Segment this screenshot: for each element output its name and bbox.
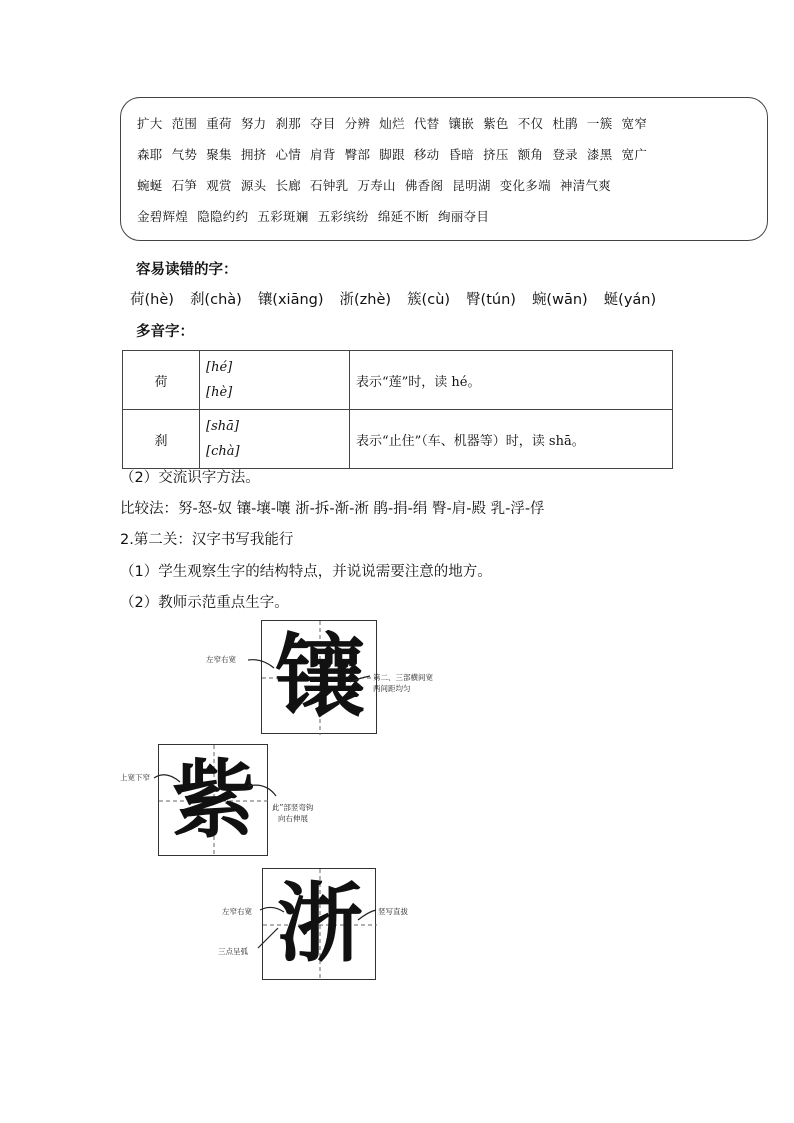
misread-heading: 容易读错的字： [136, 262, 238, 278]
vocab-word: 心情 [275, 147, 302, 162]
demo-char-xiang [200, 618, 460, 736]
vocab-word: 范围 [171, 116, 198, 131]
vocab-word: 移动 [413, 147, 440, 162]
table-row [123, 351, 673, 410]
vocab-word: 蜿蜒 [137, 178, 163, 193]
vocab-word: 万寿山 [357, 178, 396, 193]
vocab-word: 重荷 [206, 116, 232, 131]
note-left: 左窄右宽 [222, 907, 252, 916]
vocab-word: 石笋 [171, 178, 198, 193]
misread-char: 簇(cù) [407, 292, 451, 308]
vocab-word: 灿烂 [379, 116, 405, 131]
vocab-word: 杜鹃 [552, 116, 578, 131]
para-observe: （1）学生观察生字的结构特点，并说说需要注意的地方。 [120, 564, 492, 580]
vocab-word: 昆明湖 [452, 178, 491, 193]
polyphone-readings [200, 351, 350, 410]
para-exchange-method: （2）交流识字方法。 [120, 470, 260, 486]
vocab-word: 挤压 [483, 147, 509, 162]
reading: [chà] [206, 444, 240, 459]
table-row [123, 410, 673, 469]
vocab-word: 代替 [413, 116, 440, 131]
vocab-word: 佛香阁 [404, 178, 444, 193]
vocab-word: 不仅 [517, 116, 544, 131]
vocab-word: 绚丽夺目 [438, 209, 490, 224]
misread-char: 蜒(yán) [603, 292, 657, 308]
misread-char: 荷(hè) [130, 292, 174, 308]
polyphone-table [122, 350, 673, 469]
annotation-arrows [218, 866, 458, 982]
vocab-line-3 [137, 170, 751, 201]
vocab-word: 金碧辉煌 [137, 209, 189, 224]
demo-character: 紫 [171, 750, 256, 849]
note-right: 向右伸展 [278, 814, 308, 823]
para-level-two: 2.第二关：汉字书写我能行 [120, 532, 294, 548]
vocab-word: 分辨 [344, 116, 371, 131]
vocab-word: 夺目 [310, 116, 336, 131]
para-teacher-demo: （2）教师示范重点生字。 [120, 595, 289, 611]
vocabulary-box [120, 97, 768, 241]
vocab-word: 石钟乳 [310, 178, 349, 193]
annotation-arrows [200, 618, 460, 736]
vocab-word: 肩背 [310, 147, 336, 162]
vocab-word: 臀部 [344, 147, 371, 162]
vocab-word: 聚集 [206, 147, 232, 162]
polyphone-char: 刹 [123, 410, 200, 469]
misread-char: 臀(tún) [466, 292, 516, 308]
misread-char: 镶(xiāng) [257, 292, 324, 308]
vocab-word: 扩大 [137, 116, 163, 131]
vocab-word: 努力 [240, 116, 267, 131]
reading: [hè] [206, 385, 233, 400]
vocab-word: 变化多端 [499, 178, 551, 193]
note-right: 第二、三部横间宽 [373, 673, 433, 682]
polyphone-desc: 表示“莲”时，读 hé。 [350, 351, 673, 410]
misread-char-row [130, 288, 672, 309]
vocab-line-1 [137, 108, 751, 139]
misread-char: 蜿(wān) [531, 292, 588, 308]
vocab-line-2 [137, 139, 751, 170]
vocab-word: 拥挤 [240, 147, 267, 162]
polyphone-desc: 表示“止住”（车、机器等）时，读 shā。 [350, 410, 673, 469]
demo-character: 镶 [275, 624, 365, 730]
vocab-word: 宽窄 [621, 116, 648, 131]
misread-char: 浙(zhè) [339, 292, 392, 308]
vocab-word: 长廊 [275, 178, 302, 193]
note-left: 三点呈弧 [218, 947, 248, 956]
reading: [hé] [206, 360, 233, 375]
vocab-word: 脚跟 [379, 147, 405, 162]
annotation-arrows [118, 742, 338, 860]
polyphone-heading: 多音字： [136, 324, 194, 340]
polyphone-char: 荷 [123, 351, 200, 410]
vocab-word: 源头 [240, 178, 267, 193]
vocab-word: 镶嵌 [448, 116, 475, 131]
note-left: 上宽下窄 [120, 773, 150, 782]
vocab-word: 绵延不断 [377, 209, 430, 224]
vocab-word: 隐隐约约 [197, 209, 249, 224]
vocab-word: 昏暗 [448, 147, 475, 162]
note-right: 两间距均匀 [373, 684, 411, 693]
vocab-word: 额角 [517, 147, 544, 162]
demo-char-zhe [218, 866, 458, 982]
vocab-word: 漆黑 [586, 147, 613, 162]
note-right: 此”部竖弯钩 [272, 803, 314, 812]
demo-char-zi [118, 742, 338, 860]
vocab-word: 观赏 [206, 178, 232, 193]
vocab-word: 气势 [171, 147, 198, 162]
misread-char: 刹(chà) [189, 292, 242, 308]
vocab-word: 森耶 [137, 147, 163, 162]
vocab-word: 一簇 [586, 116, 613, 131]
reading: [shā] [206, 419, 239, 434]
vocab-word: 神清气爽 [559, 178, 612, 193]
vocab-word: 宽广 [621, 147, 648, 162]
demo-character: 浙 [277, 873, 363, 974]
polyphone-readings [200, 410, 350, 469]
vocab-word: 登录 [552, 147, 578, 162]
vocab-word: 五彩斑斓 [257, 209, 309, 224]
vocab-word: 五彩缤纷 [317, 209, 369, 224]
vocab-word: 刹那 [275, 116, 302, 131]
vocab-line-4 [137, 201, 751, 232]
para-compare-method: 比较法：努-怒-奴 镶-壤-嚷 浙-拆-渐-淅 鹃-捐-绢 臀-肩-殿 乳-浮-俘 [120, 501, 545, 517]
vocab-word: 紫色 [483, 116, 509, 131]
note-right: 竖写直拔 [378, 907, 408, 916]
note-left: 左窄右宽 [206, 655, 236, 664]
